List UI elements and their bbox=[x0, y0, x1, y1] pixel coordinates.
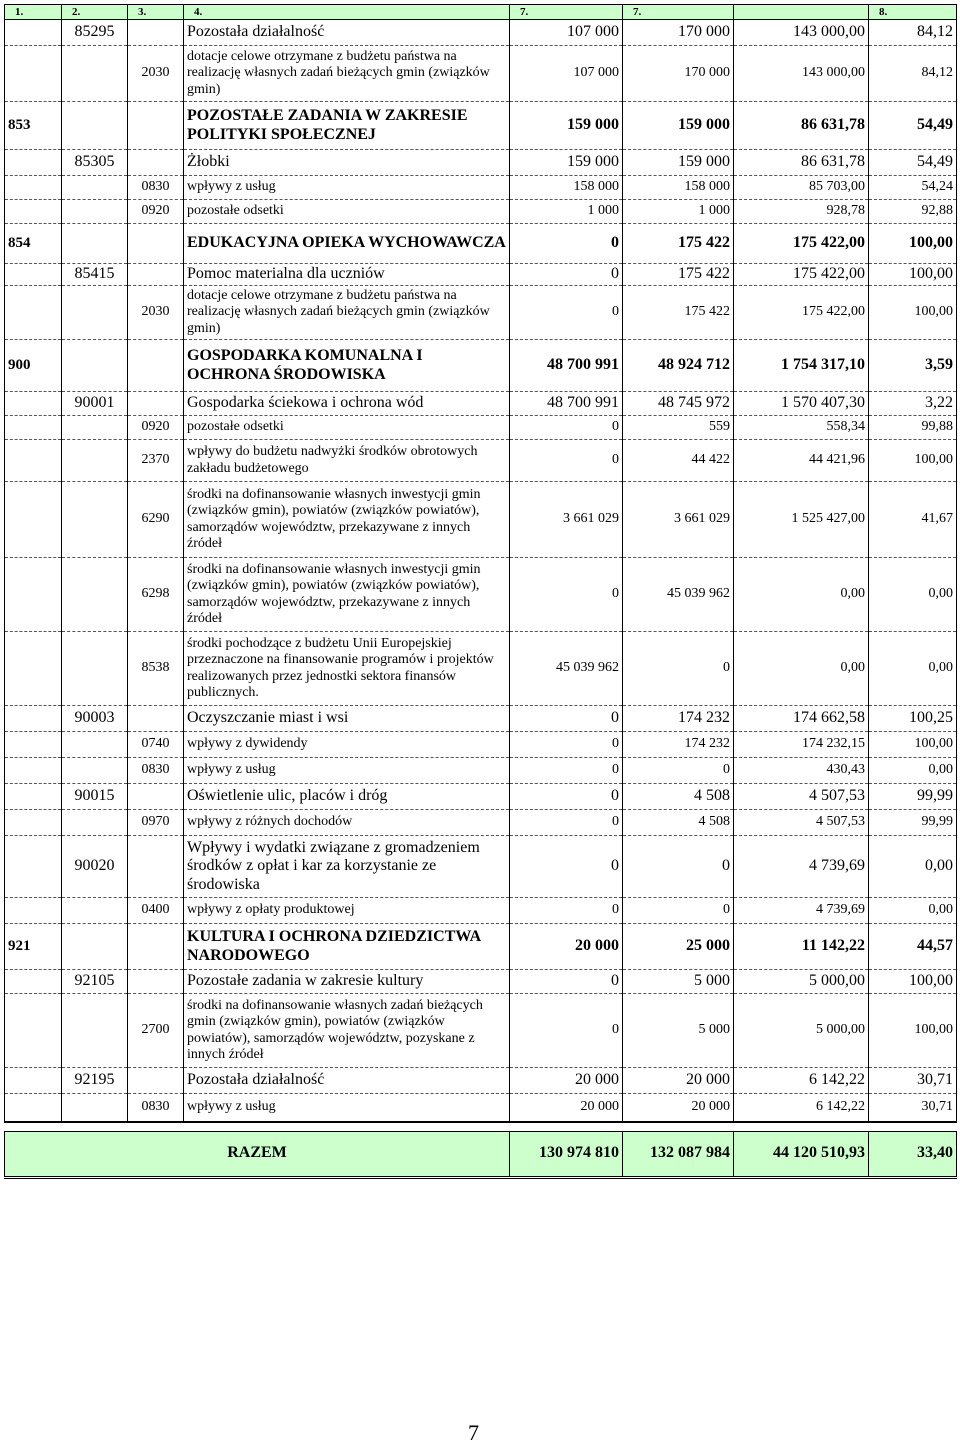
dzial-code bbox=[5, 482, 62, 558]
paragraf-code bbox=[128, 970, 184, 994]
plan-after-changes-value: 159 000 bbox=[623, 102, 734, 150]
percent-value: 99,99 bbox=[869, 784, 957, 810]
percent-value: 100,00 bbox=[869, 264, 957, 286]
plan-value: 0 bbox=[510, 264, 623, 286]
percent-value: 92,88 bbox=[869, 200, 957, 224]
percent-value: 54,49 bbox=[869, 150, 957, 176]
rozdzial-code bbox=[62, 732, 128, 758]
paragraf-row bbox=[5, 558, 957, 632]
item-name: wpływy z dywidendy bbox=[184, 732, 510, 758]
paragraf-row bbox=[5, 758, 957, 784]
rozdzial-row bbox=[5, 706, 957, 732]
total-label: RAZEM bbox=[5, 1131, 510, 1177]
dzial-code bbox=[5, 810, 62, 836]
rozdzial-code bbox=[62, 632, 128, 706]
plan-value: 0 bbox=[510, 898, 623, 924]
plan-value: 107 000 bbox=[510, 46, 623, 102]
execution-value: 86 631,78 bbox=[734, 102, 869, 150]
dzial-code bbox=[5, 758, 62, 784]
plan-value: 20 000 bbox=[510, 924, 623, 970]
plan-after-changes-value: 159 000 bbox=[623, 150, 734, 176]
paragraf-code: 6290 bbox=[128, 482, 184, 558]
paragraf-row bbox=[5, 482, 957, 558]
percent-value: 100,00 bbox=[869, 732, 957, 758]
percent-value: 0,00 bbox=[869, 898, 957, 924]
plan-after-changes-value: 48 745 972 bbox=[623, 392, 734, 416]
paragraf-code bbox=[128, 340, 184, 392]
paragraf-code bbox=[128, 224, 184, 264]
item-name: dotacje celowe otrzymane z budżetu państwa na realizację własnych zadań bieżących gmin (związków gmin) bbox=[184, 286, 510, 340]
item-name: wpływy do budżetu nadwyżki środków obrotowych zakładu budżetowego bbox=[184, 440, 510, 482]
execution-value: 4 507,53 bbox=[734, 784, 869, 810]
item-name: pozostałe odsetki bbox=[184, 416, 510, 440]
plan-after-changes-value: 3 661 029 bbox=[623, 482, 734, 558]
dzial-code: 854 bbox=[5, 224, 62, 264]
execution-value: 175 422,00 bbox=[734, 286, 869, 340]
percent-value: 100,00 bbox=[869, 440, 957, 482]
paragraf-code bbox=[128, 392, 184, 416]
dzial-code bbox=[5, 784, 62, 810]
plan-value: 158 000 bbox=[510, 176, 623, 200]
paragraf-code: 2370 bbox=[128, 440, 184, 482]
plan-value: 107 000 bbox=[510, 20, 623, 46]
column-number: 4. bbox=[184, 5, 510, 20]
execution-value: 0,00 bbox=[734, 632, 869, 706]
spacer-cell bbox=[5, 1122, 957, 1132]
dzial-code bbox=[5, 732, 62, 758]
dzial-code bbox=[5, 1094, 62, 1122]
item-name: wpływy z opłaty produktowej bbox=[184, 898, 510, 924]
plan-value: 48 700 991 bbox=[510, 340, 623, 392]
rozdzial-code: 90001 bbox=[62, 392, 128, 416]
paragraf-row bbox=[5, 200, 957, 224]
execution-value: 4 507,53 bbox=[734, 810, 869, 836]
rozdzial-row bbox=[5, 784, 957, 810]
rozdzial-code bbox=[62, 340, 128, 392]
paragraf-code: 0920 bbox=[128, 416, 184, 440]
plan-after-changes-value: 5 000 bbox=[623, 970, 734, 994]
percent-value: 100,00 bbox=[869, 994, 957, 1068]
execution-value: 85 703,00 bbox=[734, 176, 869, 200]
rozdzial-code bbox=[62, 994, 128, 1068]
execution-value: 143 000,00 bbox=[734, 46, 869, 102]
plan-value: 0 bbox=[510, 994, 623, 1068]
rozdzial-code bbox=[62, 102, 128, 150]
percent-value: 100,00 bbox=[869, 224, 957, 264]
paragraf-code bbox=[128, 1068, 184, 1094]
plan-value: 0 bbox=[510, 286, 623, 340]
item-name: środki pochodzące z budżetu Unii Europejskiej przeznaczone na finansowanie programów i projektów realizowanych przez jednostki sektora finansów publicznych. bbox=[184, 632, 510, 706]
rozdzial-row bbox=[5, 392, 957, 416]
dzial-row bbox=[5, 924, 957, 970]
paragraf-code bbox=[128, 836, 184, 898]
paragraf-code bbox=[128, 706, 184, 732]
paragraf-code: 0830 bbox=[128, 1094, 184, 1122]
percent-value: 3,59 bbox=[869, 340, 957, 392]
table-spacer bbox=[5, 1122, 957, 1132]
execution-value: 430,43 bbox=[734, 758, 869, 784]
execution-value: 6 142,22 bbox=[734, 1094, 869, 1122]
percent-value: 0,00 bbox=[869, 758, 957, 784]
dzial-row bbox=[5, 340, 957, 392]
percent-value: 3,22 bbox=[869, 392, 957, 416]
item-name: GOSPODARKA KOMUNALNA I OCHRONA ŚRODOWISKA bbox=[184, 340, 510, 392]
plan-after-changes-value: 5 000 bbox=[623, 994, 734, 1068]
execution-value: 1 570 407,30 bbox=[734, 392, 869, 416]
percent-value: 84,12 bbox=[869, 20, 957, 46]
item-name: wpływy z usług bbox=[184, 176, 510, 200]
rozdzial-code bbox=[62, 758, 128, 784]
paragraf-row bbox=[5, 898, 957, 924]
paragraf-code: 0920 bbox=[128, 200, 184, 224]
total-percent-value: 33,40 bbox=[869, 1131, 957, 1177]
percent-value: 0,00 bbox=[869, 836, 957, 898]
plan-after-changes-value: 158 000 bbox=[623, 176, 734, 200]
dzial-row bbox=[5, 102, 957, 150]
execution-value: 4 739,69 bbox=[734, 836, 869, 898]
paragraf-row bbox=[5, 732, 957, 758]
rozdzial-code: 85415 bbox=[62, 264, 128, 286]
plan-after-changes-value: 175 422 bbox=[623, 224, 734, 264]
percent-value: 0,00 bbox=[869, 558, 957, 632]
column-number bbox=[734, 5, 869, 20]
rozdzial-code: 90020 bbox=[62, 836, 128, 898]
plan-value: 3 661 029 bbox=[510, 482, 623, 558]
execution-value: 4 739,69 bbox=[734, 898, 869, 924]
item-name: Pozostała działalność bbox=[184, 1068, 510, 1094]
paragraf-row bbox=[5, 286, 957, 340]
plan-value: 159 000 bbox=[510, 150, 623, 176]
percent-value: 54,49 bbox=[869, 102, 957, 150]
rozdzial-code bbox=[62, 440, 128, 482]
percent-value: 100,00 bbox=[869, 970, 957, 994]
item-name: POZOSTAŁE ZADANIA W ZAKRESIE POLITYKI SPOŁECZNEJ bbox=[184, 102, 510, 150]
column-number: 8. bbox=[869, 5, 957, 20]
item-name: pozostałe odsetki bbox=[184, 200, 510, 224]
dzial-code bbox=[5, 706, 62, 732]
rozdzial-code bbox=[62, 898, 128, 924]
percent-value: 30,71 bbox=[869, 1068, 957, 1094]
percent-value: 99,99 bbox=[869, 810, 957, 836]
dzial-code bbox=[5, 994, 62, 1068]
item-name: Pomoc materialna dla uczniów bbox=[184, 264, 510, 286]
plan-after-changes-value: 0 bbox=[623, 898, 734, 924]
paragraf-code: 2030 bbox=[128, 46, 184, 102]
item-name: Oświetlenie ulic, placów i dróg bbox=[184, 784, 510, 810]
execution-value: 5 000,00 bbox=[734, 970, 869, 994]
dzial-code: 900 bbox=[5, 340, 62, 392]
paragraf-code bbox=[128, 264, 184, 286]
page-number: 7 bbox=[468, 1420, 479, 1445]
item-name: wpływy z usług bbox=[184, 1094, 510, 1122]
dzial-code bbox=[5, 392, 62, 416]
execution-value: 44 421,96 bbox=[734, 440, 869, 482]
paragraf-code: 8538 bbox=[128, 632, 184, 706]
dzial-code: 921 bbox=[5, 924, 62, 970]
paragraf-row bbox=[5, 994, 957, 1068]
dzial-code bbox=[5, 440, 62, 482]
dzial-code bbox=[5, 416, 62, 440]
item-name: Pozostała działalność bbox=[184, 20, 510, 46]
paragraf-code bbox=[128, 20, 184, 46]
execution-value: 0,00 bbox=[734, 558, 869, 632]
rozdzial-row bbox=[5, 150, 957, 176]
plan-value: 1 000 bbox=[510, 200, 623, 224]
paragraf-row bbox=[5, 46, 957, 102]
item-name: dotacje celowe otrzymane z budżetu państwa na realizację własnych zadań bieżących gmin (związków gmin) bbox=[184, 46, 510, 102]
item-name: Żłobki bbox=[184, 150, 510, 176]
plan-after-changes-value: 0 bbox=[623, 758, 734, 784]
plan-after-changes-value: 174 232 bbox=[623, 732, 734, 758]
dzial-code bbox=[5, 836, 62, 898]
item-name: Pozostałe zadania w zakresie kultury bbox=[184, 970, 510, 994]
table-body bbox=[5, 5, 957, 1178]
paragraf-row bbox=[5, 632, 957, 706]
plan-after-changes-value: 0 bbox=[623, 836, 734, 898]
dzial-row bbox=[5, 224, 957, 264]
rozdzial-code bbox=[62, 200, 128, 224]
rozdzial-code: 85295 bbox=[62, 20, 128, 46]
plan-after-changes-value: 44 422 bbox=[623, 440, 734, 482]
total-plan-value: 130 974 810 bbox=[510, 1131, 623, 1177]
plan-after-changes-value: 20 000 bbox=[623, 1068, 734, 1094]
rozdzial-code: 90003 bbox=[62, 706, 128, 732]
plan-value: 0 bbox=[510, 558, 623, 632]
plan-after-changes-value: 4 508 bbox=[623, 810, 734, 836]
rozdzial-row bbox=[5, 836, 957, 898]
item-name: wpływy z usług bbox=[184, 758, 510, 784]
plan-value: 0 bbox=[510, 836, 623, 898]
plan-value: 0 bbox=[510, 416, 623, 440]
plan-value: 20 000 bbox=[510, 1094, 623, 1122]
paragraf-code: 2700 bbox=[128, 994, 184, 1068]
plan-after-changes-value: 20 000 bbox=[623, 1094, 734, 1122]
rozdzial-code: 90015 bbox=[62, 784, 128, 810]
percent-value: 99,88 bbox=[869, 416, 957, 440]
plan-after-changes-value: 559 bbox=[623, 416, 734, 440]
plan-value: 45 039 962 bbox=[510, 632, 623, 706]
plan-after-changes-value: 4 508 bbox=[623, 784, 734, 810]
dzial-code bbox=[5, 286, 62, 340]
plan-value: 48 700 991 bbox=[510, 392, 623, 416]
paragraf-row bbox=[5, 440, 957, 482]
rozdzial-code bbox=[62, 176, 128, 200]
plan-after-changes-value: 48 924 712 bbox=[623, 340, 734, 392]
rozdzial-code: 92195 bbox=[62, 1068, 128, 1094]
column-number: 1. bbox=[5, 5, 62, 20]
paragraf-code: 0830 bbox=[128, 758, 184, 784]
plan-value: 0 bbox=[510, 732, 623, 758]
plan-value: 0 bbox=[510, 810, 623, 836]
item-name: Oczyszczanie miast i wsi bbox=[184, 706, 510, 732]
dzial-code bbox=[5, 1068, 62, 1094]
paragraf-code: 2030 bbox=[128, 286, 184, 340]
rozdzial-row bbox=[5, 970, 957, 994]
rozdzial-row bbox=[5, 20, 957, 46]
plan-value: 0 bbox=[510, 224, 623, 264]
plan-after-changes-value: 174 232 bbox=[623, 706, 734, 732]
rozdzial-code bbox=[62, 558, 128, 632]
dzial-code bbox=[5, 898, 62, 924]
dzial-code bbox=[5, 46, 62, 102]
item-name: środki na dofinansowanie własnych zadań bieżących gmin (związków gmin), powiatów (związków powiatów), samorządów województw, pozyskane z innych źródeł bbox=[184, 994, 510, 1068]
column-number: 3. bbox=[128, 5, 184, 20]
plan-after-changes-value: 45 039 962 bbox=[623, 558, 734, 632]
execution-value: 175 422,00 bbox=[734, 264, 869, 286]
rozdzial-code bbox=[62, 482, 128, 558]
rozdzial-code: 92105 bbox=[62, 970, 128, 994]
paragraf-code: 0400 bbox=[128, 898, 184, 924]
execution-value: 6 142,22 bbox=[734, 1068, 869, 1094]
paragraf-row bbox=[5, 810, 957, 836]
plan-value: 0 bbox=[510, 440, 623, 482]
item-name: KULTURA I OCHRONA DZIEDZICTWA NARODOWEGO bbox=[184, 924, 510, 970]
rozdzial-code bbox=[62, 924, 128, 970]
execution-value: 5 000,00 bbox=[734, 994, 869, 1068]
percent-value: 54,24 bbox=[869, 176, 957, 200]
dzial-code bbox=[5, 632, 62, 706]
dzial-code bbox=[5, 176, 62, 200]
execution-value: 174 662,58 bbox=[734, 706, 869, 732]
execution-value: 928,78 bbox=[734, 200, 869, 224]
execution-value: 1 525 427,00 bbox=[734, 482, 869, 558]
execution-value: 1 754 317,10 bbox=[734, 340, 869, 392]
plan-after-changes-value: 175 422 bbox=[623, 264, 734, 286]
paragraf-row bbox=[5, 416, 957, 440]
rozdzial-code bbox=[62, 286, 128, 340]
paragraf-row bbox=[5, 176, 957, 200]
percent-value: 84,12 bbox=[869, 46, 957, 102]
execution-value: 175 422,00 bbox=[734, 224, 869, 264]
plan-value: 20 000 bbox=[510, 1068, 623, 1094]
paragraf-code: 6298 bbox=[128, 558, 184, 632]
plan-value: 159 000 bbox=[510, 102, 623, 150]
paragraf-code bbox=[128, 784, 184, 810]
plan-after-changes-value: 1 000 bbox=[623, 200, 734, 224]
paragraf-code bbox=[128, 102, 184, 150]
rozdzial-code bbox=[62, 1094, 128, 1122]
item-name: EDUKACYJNA OPIEKA WYCHOWAWCZA bbox=[184, 224, 510, 264]
rozdzial-code bbox=[62, 416, 128, 440]
percent-value: 44,57 bbox=[869, 924, 957, 970]
plan-after-changes-value: 170 000 bbox=[623, 20, 734, 46]
item-name: środki na dofinansowanie własnych inwestycji gmin (związków gmin), powiatów (związków powiatów), samorządów województw, przekazywane z innych źródeł bbox=[184, 558, 510, 632]
budget-income-table bbox=[4, 4, 957, 1179]
column-number: 2. bbox=[62, 5, 128, 20]
rozdzial-code: 85305 bbox=[62, 150, 128, 176]
column-number: 7. bbox=[510, 5, 623, 20]
plan-value: 0 bbox=[510, 758, 623, 784]
item-name: Gospodarka ściekowa i ochrona wód bbox=[184, 392, 510, 416]
paragraf-code: 0740 bbox=[128, 732, 184, 758]
plan-value: 0 bbox=[510, 706, 623, 732]
execution-value: 143 000,00 bbox=[734, 20, 869, 46]
total-plan-after-changes-value: 132 087 984 bbox=[623, 1131, 734, 1177]
dzial-code bbox=[5, 558, 62, 632]
total-execution-value: 44 120 510,93 bbox=[734, 1131, 869, 1177]
dzial-code bbox=[5, 970, 62, 994]
item-name: Wpływy i wydatki związane z gromadzeniem środków z opłat i kar za korzystanie ze środowiska bbox=[184, 836, 510, 898]
item-name: środki na dofinansowanie własnych inwestycji gmin (związków gmin), powiatów (związków powiatów), samorządów województw, przekazywane z innych źródeł bbox=[184, 482, 510, 558]
item-name: wpływy z różnych dochodów bbox=[184, 810, 510, 836]
plan-after-changes-value: 25 000 bbox=[623, 924, 734, 970]
execution-value: 86 631,78 bbox=[734, 150, 869, 176]
percent-value: 41,67 bbox=[869, 482, 957, 558]
rozdzial-code bbox=[62, 810, 128, 836]
dzial-code bbox=[5, 150, 62, 176]
column-number-header bbox=[5, 5, 957, 20]
dzial-code bbox=[5, 264, 62, 286]
execution-value: 558,34 bbox=[734, 416, 869, 440]
dzial-code bbox=[5, 20, 62, 46]
percent-value: 100,00 bbox=[869, 286, 957, 340]
rozdzial-row bbox=[5, 1068, 957, 1094]
paragraf-code bbox=[128, 924, 184, 970]
paragraf-row bbox=[5, 1094, 957, 1122]
percent-value: 100,25 bbox=[869, 706, 957, 732]
execution-value: 11 142,22 bbox=[734, 924, 869, 970]
plan-after-changes-value: 170 000 bbox=[623, 46, 734, 102]
total-row bbox=[5, 1131, 957, 1177]
percent-value: 30,71 bbox=[869, 1094, 957, 1122]
plan-value: 0 bbox=[510, 970, 623, 994]
plan-after-changes-value: 175 422 bbox=[623, 286, 734, 340]
rozdzial-code bbox=[62, 224, 128, 264]
rozdzial-code bbox=[62, 46, 128, 102]
plan-after-changes-value: 0 bbox=[623, 632, 734, 706]
paragraf-code: 0830 bbox=[128, 176, 184, 200]
plan-value: 0 bbox=[510, 784, 623, 810]
dzial-code bbox=[5, 200, 62, 224]
percent-value: 0,00 bbox=[869, 632, 957, 706]
paragraf-code: 0970 bbox=[128, 810, 184, 836]
column-number: 7. bbox=[623, 5, 734, 20]
rozdzial-row bbox=[5, 264, 957, 286]
paragraf-code bbox=[128, 150, 184, 176]
execution-value: 174 232,15 bbox=[734, 732, 869, 758]
dzial-code: 853 bbox=[5, 102, 62, 150]
